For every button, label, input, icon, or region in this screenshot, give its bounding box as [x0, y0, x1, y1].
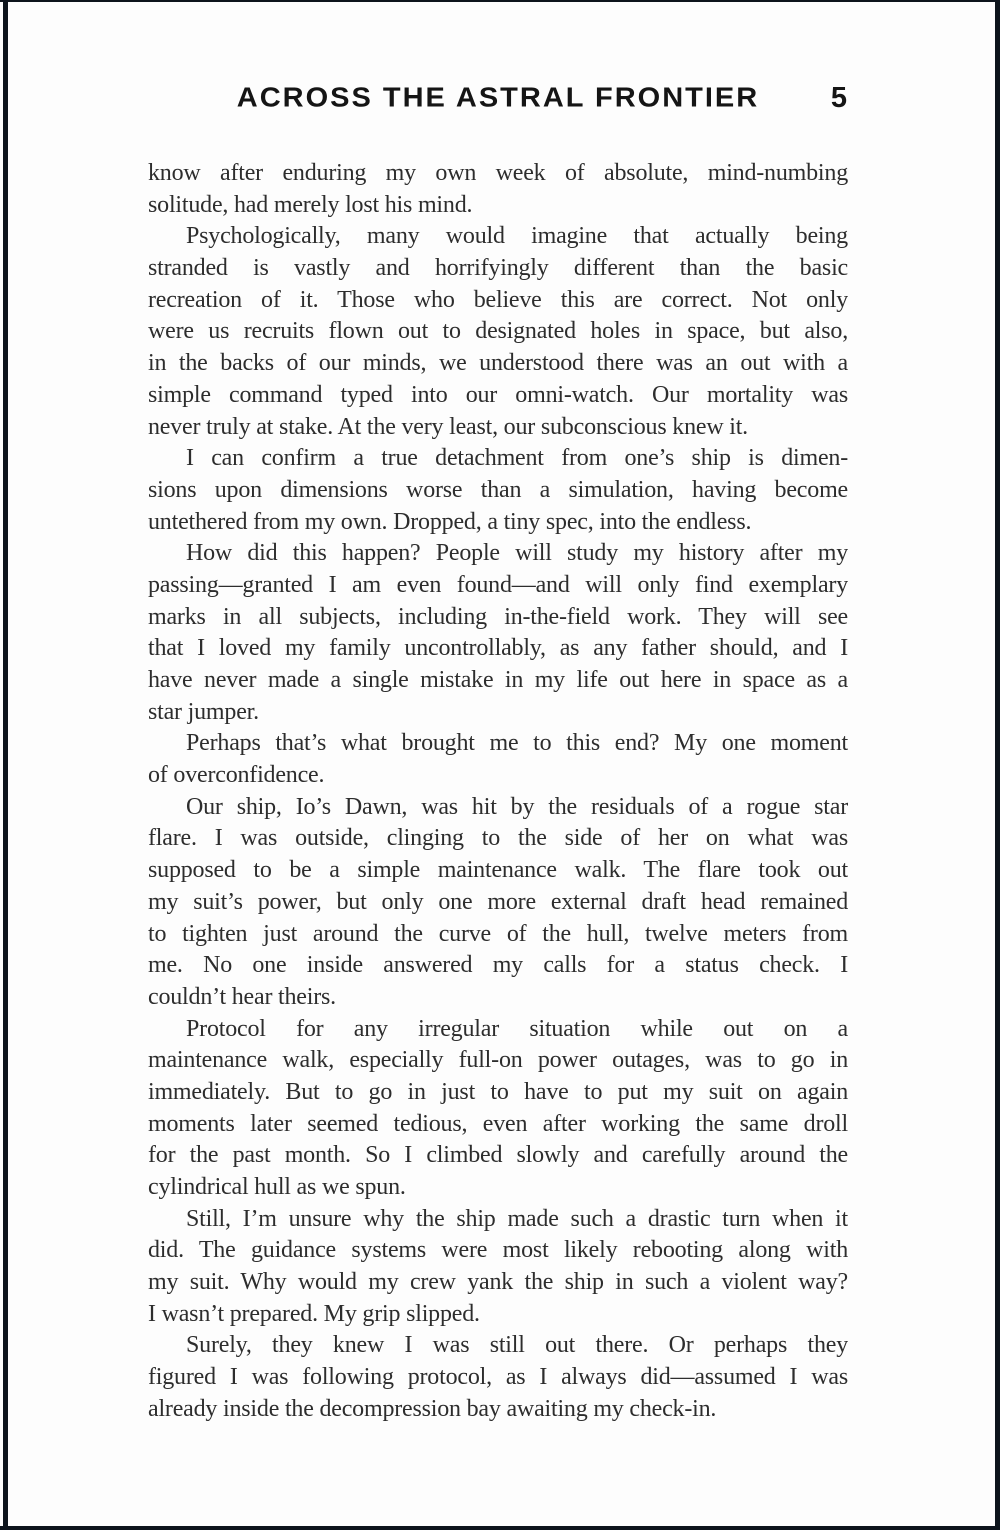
text-line: supposed to be a simple maintenance walk. The flare took out: [148, 857, 848, 884]
body-text: [148, 158, 848, 1426]
running-header: [148, 82, 848, 116]
text-line: never truly at stake. At the very least, our subconscious knew it.: [148, 413, 748, 440]
text-line: Our ship, Io’s Dawn, was hit by the residuals of a rogue star: [186, 793, 848, 820]
text-line: did. The guidance systems were most likely rebooting along with: [148, 1237, 848, 1264]
text-line: couldn’t hear theirs.: [148, 983, 336, 1010]
text-line: maintenance walk, especially full-on power outages, was to go in: [148, 1047, 848, 1074]
text-line: for the past month. So I climbed slowly and carefully around the: [148, 1142, 848, 1169]
text-line: untethered from my own. Dropped, a tiny spec, into the endless.: [148, 508, 752, 535]
text-line: in the backs of our minds, we understood there was an out with a: [148, 350, 848, 377]
text-line: already inside the decompression bay awaiting my check-in.: [148, 1395, 717, 1422]
page-edge-bottom: [0, 1526, 1000, 1530]
text-line: solitude, had merely lost his mind.: [148, 191, 473, 218]
page-number: 5: [830, 82, 848, 114]
text-line: How did this happen? People will study my history after my: [186, 540, 848, 567]
text-line: Still, I’m unsure why the ship made such a drastic turn when it: [186, 1205, 848, 1232]
text-line: know after enduring my own week of absolute, mind-numbing: [148, 160, 848, 186]
text-line: were us recruits flown out to designated holes in space, but also,: [148, 318, 848, 345]
page-edge-right: [995, 0, 1000, 1530]
text-line: Surely, they knew I was still out there. Or perhaps they: [186, 1332, 848, 1359]
paragraph: [148, 728, 848, 791]
text-line: stranded is vastly and horrifyingly different than the basic: [148, 255, 848, 282]
text-line: star jumper.: [148, 698, 259, 725]
book-title: ACROSS THE ASTRAL FRONTIER: [236, 82, 760, 114]
text-line: Protocol for any irregular situation while out on a: [186, 1015, 848, 1042]
paragraph: [148, 443, 848, 538]
page-edge-top: [0, 0, 1000, 2]
paragraph: [148, 1204, 848, 1331]
text-line: Perhaps that’s what brought me to this end? My one moment: [186, 730, 848, 757]
text-line: Psychologically, many would imagine that actually being: [186, 223, 848, 250]
paragraph: [148, 538, 848, 728]
text-line: that I loved my family uncontrollably, as any father should, and I: [148, 635, 848, 662]
paragraph: [148, 158, 848, 221]
text-line: I can confirm a true detachment from one’s ship is dimen-: [186, 445, 848, 472]
paragraph: [148, 1014, 848, 1204]
page-edge-left: [3, 0, 8, 1530]
paragraph: [148, 1330, 848, 1425]
text-line: recreation of it. Those who believe this are correct. Not only: [148, 286, 848, 313]
text-line: marks in all subjects, including in-the-field work. They will see: [148, 603, 848, 630]
text-line: me. No one inside answered my calls for a status check. I: [148, 952, 848, 979]
text-line: passing—granted I am even found—and will only find exemplary: [148, 571, 848, 598]
text-line: cylindrical hull as we spun.: [148, 1174, 406, 1200]
paragraph: [148, 221, 848, 443]
text-line: sions upon dimensions worse than a simulation, having become: [148, 476, 848, 503]
text-line: of overconfidence.: [148, 762, 325, 789]
text-line: to tighten just around the curve of the hull, twelve meters from: [148, 920, 848, 947]
text-line: figured I was following protocol, as I always did—assumed I was: [148, 1364, 848, 1391]
paragraph: [148, 792, 848, 1014]
text-line: flare. I was outside, clinging to the side of her on what was: [148, 825, 848, 852]
text-line: moments later seemed tedious, even after working the same droll: [148, 1110, 848, 1137]
text-line: have never made a single mistake in my life out here in space as a: [148, 667, 848, 693]
text-line: simple command typed into our omni-watch. Our mortality was: [148, 381, 848, 408]
text-line: my suit’s power, but only one more external draft head remained: [148, 888, 848, 915]
text-line: immediately. But to go in just to have to put my suit on again: [148, 1078, 848, 1105]
text-line: my suit. Why would my crew yank the ship in such a violent way?: [148, 1269, 848, 1296]
text-line: I wasn’t prepared. My grip slipped.: [148, 1300, 480, 1327]
